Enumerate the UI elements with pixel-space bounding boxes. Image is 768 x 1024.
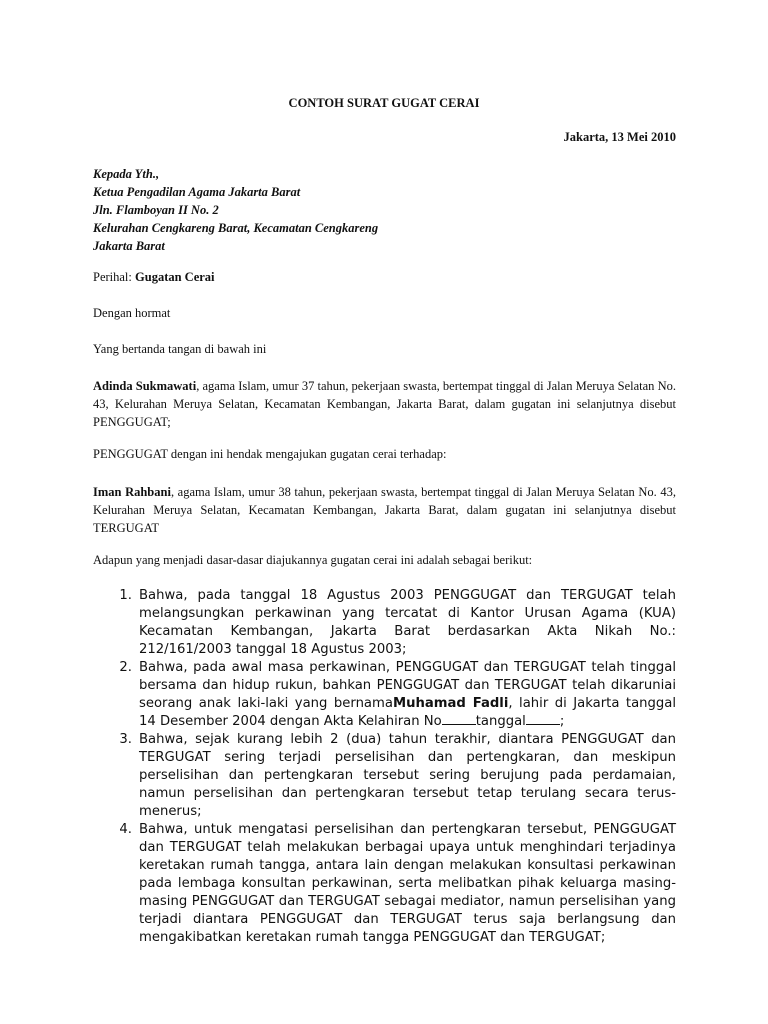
recipient-line: Kepada Yth., — [93, 167, 160, 181]
grounds-list — [108, 587, 676, 947]
blank-field — [442, 713, 476, 725]
defendant-details: , agama Islam, umur 38 tahun, pekerjaan swasta, bertempat tinggal di Jalan Meruya Selatan No. 43, Kelurahan Meruya Selatan, Kecamatan Kembangan, Jakarta Barat, dalam gugatan ini selanjutnya disebut TERGUGAT — [93, 485, 676, 535]
list-item-text: Bahwa, untuk mengatasi perselisihan dan pertengkaran tersebut, PENGGUGAT dan TERGUGAT telah melakukan berbagai upaya untuk menghindari terjadinya keretakan rumah tangga, antara lain dengan melakukan konsultasi perkawinan pada lembaga konsultan perkawinan, serta melibatkan pihak keluarga masing-masing PENGGUGAT dan TERGUGAT sebagai mediator, namun perselisihan yang terjadi diantara PENGGUGAT dan TERGUGAT terus saja berlangsung dan mengakibatkan keretakan rumah tangga PENGGUGAT dan TERGUGAT; — [139, 822, 676, 945]
list-item — [108, 587, 676, 659]
subject-label: Perihal: — [93, 270, 132, 284]
list-item-text: Bahwa, pada awal masa perkawinan, PENGGUGAT dan TERGUGAT telah tinggal bersama dan hidup rukun, bahkan PENGGUGAT dan TERGUGAT telah dikaruniai seorang anak laki-laki yang bernama — [139, 660, 676, 711]
recipient-line: Ketua Pengadilan Agama Jakarta Barat — [93, 185, 301, 199]
list-item-text: ; — [559, 714, 565, 729]
greeting: Dengan hormat — [93, 306, 171, 320]
list-number: 4. — [119, 822, 132, 837]
list-item — [108, 731, 676, 821]
letter-date: Jakarta, 13 Mei 2010 — [563, 130, 676, 144]
plaintiff-name: Adinda Sukmawati — [93, 379, 197, 393]
list-item — [108, 659, 676, 731]
list-number: 2. — [119, 660, 132, 675]
plaintiff-details: , agama Islam, umur 37 tahun, pekerjaan swasta, bertempat tinggal di Jalan Meruya Selatan No. 43, Kelurahan Meruya Selatan, Kecamatan Kembangan, Jakarta Barat, dalam gugatan ini selanjutnya disebut PENGGUGAT; — [93, 379, 676, 429]
list-number: 3. — [119, 732, 132, 747]
list-item-text: Bahwa, sejak kurang lebih 2 (dua) tahun terakhir, diantara PENGGUGAT dan TERGUGAT sering terjadi perselisihan dan pertengkaran, dan meskipun perselisihan dan pertengkaran tersebut sering berujung pada perdamaian, namun perselisihan dan pertengkaran tersebut tetap terulang secara terus-menerus; — [139, 732, 676, 819]
child-name: Muhamad Fadli — [392, 696, 509, 711]
list-item-text: , lahir di Jakarta tanggal 14 Desember 2004 dengan Akta Kelahiran No — [139, 696, 676, 729]
list-item-text: Bahwa, pada tanggal 18 Agustus 2003 PENGGUGAT dan TERGUGAT telah melangsungkan perkawinan yang tercatat di Kantor Urusan Agama (KUA) Kecamatan Kembangan, Jakarta Barat berdasarkan Akta Nikah No.: 212/161/2003 tanggal 18 Agustus 2003; — [139, 588, 676, 657]
intro-line: Yang bertanda tangan di bawah ini — [93, 342, 267, 356]
statement-line: PENGGUGAT dengan ini hendak mengajukan gugatan cerai terhadap: — [93, 447, 447, 461]
plaintiff-paragraph — [93, 377, 676, 431]
subject-value: Gugatan Cerai — [135, 270, 215, 284]
list-item-text: tanggal — [475, 714, 526, 729]
subject-line — [93, 270, 676, 285]
list-item — [108, 821, 676, 947]
blank-field — [526, 713, 560, 725]
document-title: CONTOH SURAT GUGAT CERAI — [288, 96, 480, 110]
defendant-paragraph — [93, 483, 676, 537]
basis-line: Adapun yang menjadi dasar-dasar diajukannya gugatan cerai ini adalah sebagai berikut: — [93, 553, 533, 567]
recipient-line: Jln. Flamboyan II No. 2 — [93, 203, 219, 217]
recipient-line: Kelurahan Cengkareng Barat, Kecamatan Cengkareng — [93, 221, 379, 235]
recipient-line: Jakarta Barat — [93, 239, 165, 253]
list-number: 1. — [119, 588, 132, 603]
recipient-address — [93, 165, 676, 255]
defendant-name: Iman Rahbani — [93, 485, 171, 499]
